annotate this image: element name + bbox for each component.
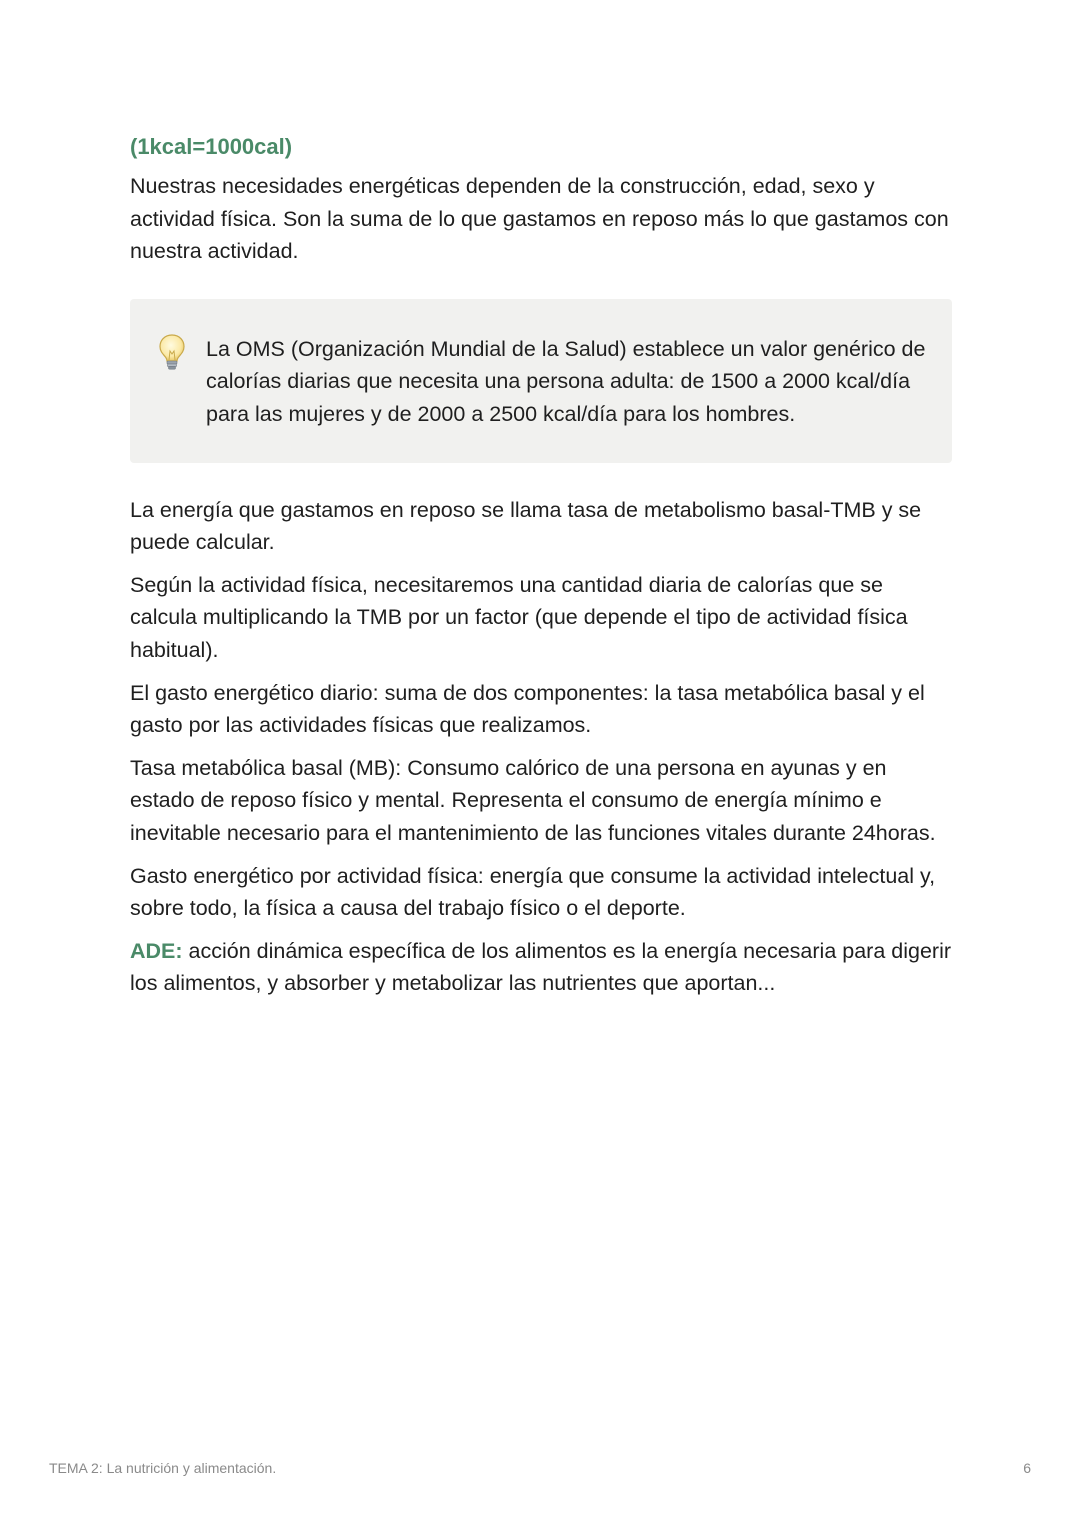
ade-paragraph	[130, 935, 952, 1000]
page-content	[130, 128, 952, 1010]
activity-factor-paragraph: Según la actividad física, necesitaremos una cantidad diaria de calorías que se calcula multiplicando la TMB por un factor (que depende el tipo de actividad física habitual).	[130, 572, 908, 662]
physical-activity-paragraph: Gasto energético por actividad física: energía que consume la actividad intelectual y, sobre todo, la física a causa del trabajo físico o el deporte.	[130, 863, 936, 921]
page-number: 6	[1023, 1460, 1031, 1476]
daily-expenditure-paragraph: El gasto energético diario: suma de dos componentes: la tasa metabólica basal y el gasto por las actividades físicas que realizamos.	[130, 680, 925, 738]
intro-paragraph: Nuestras necesidades energéticas dependen de la construcción, edad, sexo y actividad física. Son la suma de lo que gastamos en reposo más lo que gastamos con nuestra actividad.	[130, 174, 949, 264]
oms-callout-text: La OMS (Organización Mundial de la Salud) establece un valor genérico de calorías diarias que necesita una persona adulta: de 1500 a 2000 kcal/día para las mujeres y de 2000 a 2500 kcal/día para los hombres.	[206, 336, 926, 426]
tmb-paragraph: La energía que gastamos en reposo se llama tasa de metabolismo basal-TMB y se puede calcular.	[130, 497, 922, 555]
ade-text: acción dinámica específica de los alimentos es la energía necesaria para digerir los alimentos, y absorber y metabolizar las nutrientes que aportan...	[130, 938, 952, 996]
lightbulb-icon	[154, 333, 206, 373]
ade-label: ADE:	[130, 938, 183, 963]
oms-callout	[130, 299, 952, 463]
basal-rate-paragraph: Tasa metabólica basal (MB): Consumo calórico de una persona en ayunas y en estado de reposo físico y mental. Representa el consumo de energía mínimo e inevitable necesario para el mantenimiento de las funciones vitales durante 24horas.	[130, 755, 936, 845]
footer-title: TEMA 2: La nutrición y alimentación.	[49, 1460, 277, 1476]
page-footer	[49, 1460, 1031, 1476]
kcal-heading: (1kcal=1000cal)	[130, 134, 293, 159]
